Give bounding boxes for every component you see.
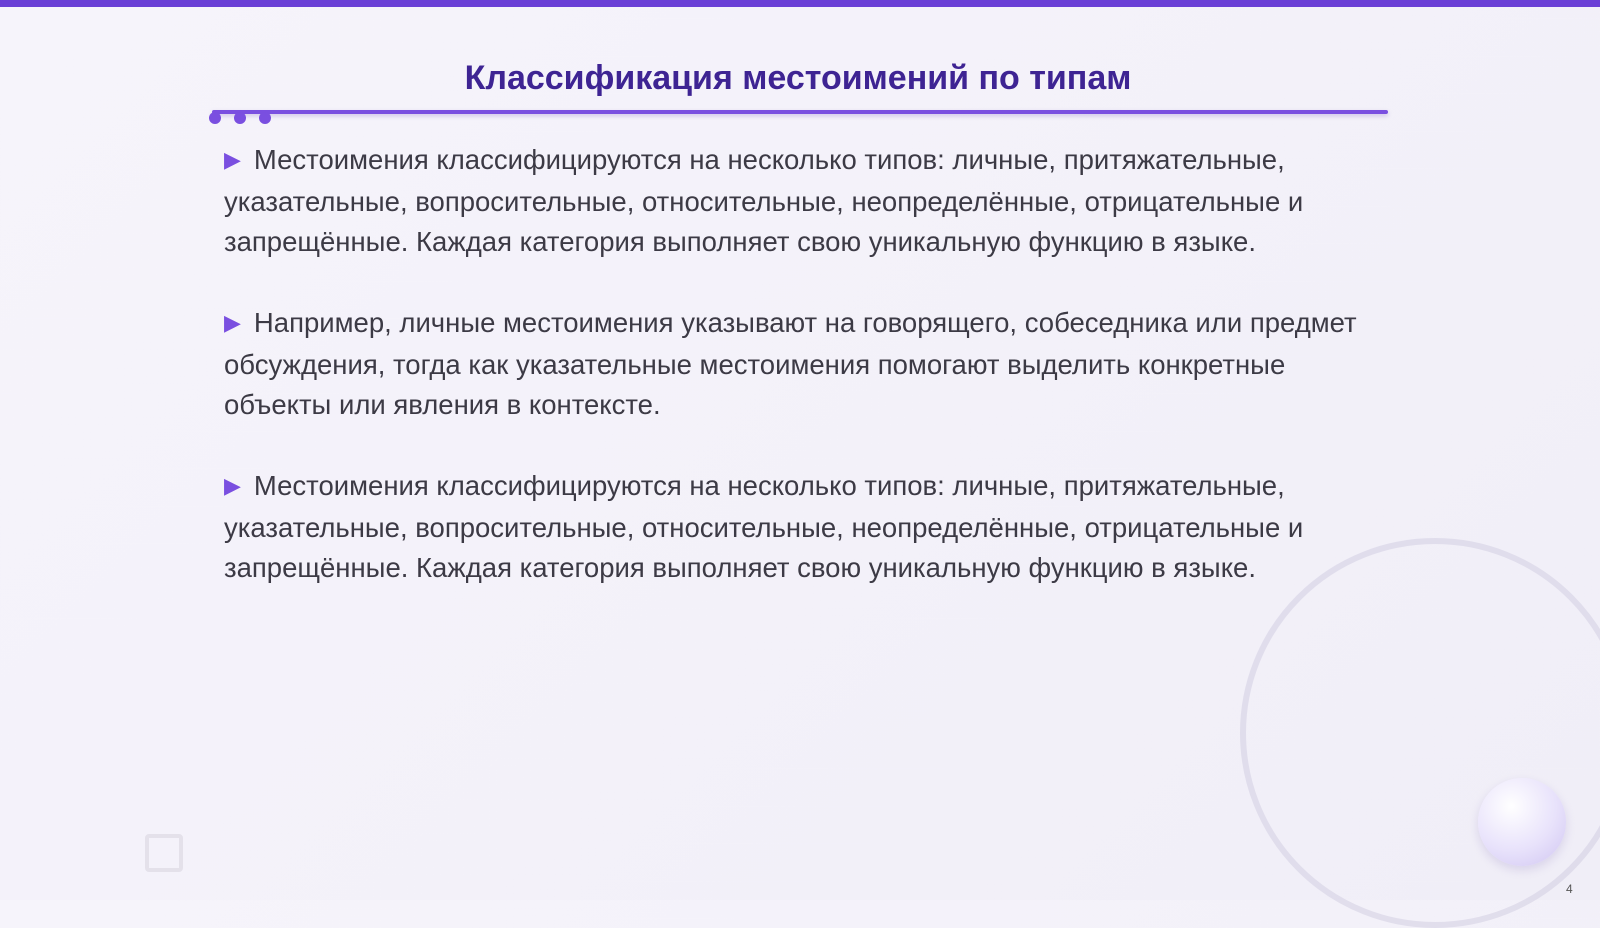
top-accent-bar bbox=[0, 0, 1600, 7]
bullet-paragraph bbox=[224, 303, 1394, 425]
decorative-sphere bbox=[1478, 778, 1566, 866]
underline-dot bbox=[259, 112, 271, 124]
bullet-text: Местоимения классифицируются на несколько типов: личные, притяжательные, указательные, вопросительные, относительные, неопределённые, отрицательные и запрещённые. Каждая категория выполняет свою уникальную функцию в языке. bbox=[224, 470, 1304, 583]
underline-dot bbox=[234, 112, 246, 124]
decorative-square bbox=[145, 834, 183, 872]
bullet-paragraph bbox=[224, 466, 1394, 588]
title-underline bbox=[212, 110, 1388, 114]
bullet-text: Например, личные местоимения указывают на говорящего, собеседника или предмет обсуждения, тогда как указательные местоимения помогают выделить конкретные объекты или явления в контексте. bbox=[224, 307, 1357, 420]
page-number: 4 bbox=[1566, 882, 1573, 896]
decorative-ring bbox=[1240, 538, 1600, 928]
slide-title: Классификация местоимений по типам bbox=[464, 59, 1132, 97]
triangle-bullet-icon: ▶ bbox=[224, 473, 241, 498]
triangle-bullet-icon: ▶ bbox=[224, 147, 241, 172]
triangle-bullet-icon: ▶ bbox=[224, 310, 241, 335]
bullet-paragraph bbox=[224, 140, 1394, 262]
slide-content bbox=[224, 140, 1394, 629]
underline-dot bbox=[209, 112, 221, 124]
bullet-text: Местоимения классифицируются на несколько типов: личные, притяжательные, указательные, вопросительные, относительные, неопределённые, отрицательные и запрещённые. Каждая категория выполняет свою уникальную функцию в языке. bbox=[224, 144, 1304, 257]
